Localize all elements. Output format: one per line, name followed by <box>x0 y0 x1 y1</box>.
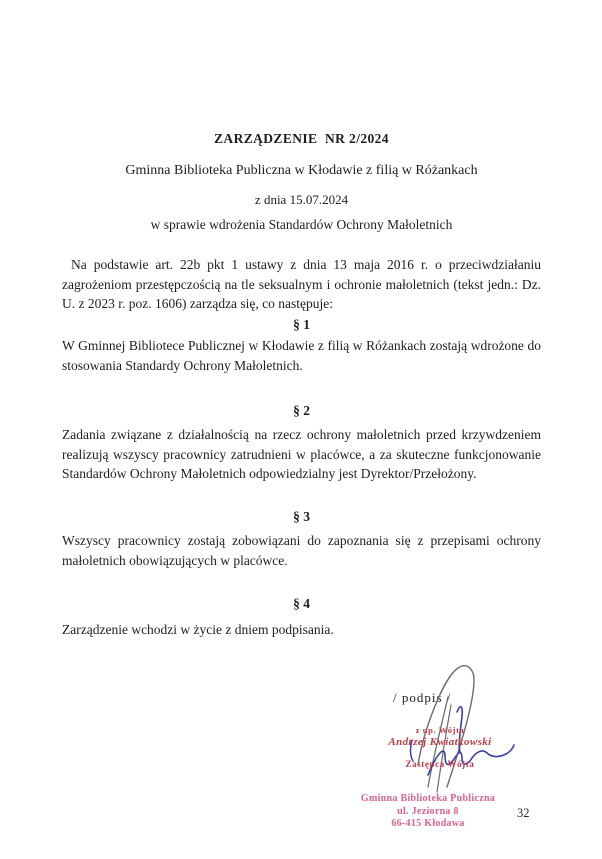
section-4-body: Zarządzenie wchodzi w życie z dniem podpisania. <box>62 622 334 637</box>
page-number: 32 <box>517 806 530 820</box>
library-address-stamp <box>348 793 508 831</box>
library-stamp-street: ul. Jeziorna 8 <box>397 805 459 817</box>
library-stamp-name: Gminna Biblioteka Publiczna <box>360 793 496 804</box>
section-2-body: Zadania związane z działalnością na rzecz ochrony małoletnich przed krzywdzeniem realizują wszyscy pracownicy zatrudnieni w placówce, a za skuteczne funkcjonowanie Standardów Ochrony Małoletnich odpowiedzialny jest Dyrektor/Przełożony. <box>62 427 541 481</box>
subject-line: w sprawie wdrożenia Standardów Ochrony Małoletnich <box>150 217 453 232</box>
document-title: ZARZĄDZENIE NR 2/2024 <box>214 131 389 146</box>
stamp-authorization-line: z up. Wójta <box>415 725 465 735</box>
date-line: z dnia 15.07.2024 <box>254 192 349 207</box>
official-stamp <box>366 725 514 769</box>
section-1-body: W Gminnej Bibliotece Publicznej w Kłodawie z filią w Różankach zostają wdrożone do stosowania Standardy Ochrony Małoletnich. <box>62 338 541 373</box>
section-3-heading: § 3 <box>293 509 310 524</box>
library-stamp-city: 66-415 Kłodawa <box>391 818 465 829</box>
podpis-label: / podpis / <box>393 690 452 705</box>
stamp-signer-name: Andrzej Kwiatkowski <box>388 736 492 748</box>
section-1-heading: § 1 <box>293 317 310 332</box>
section-2-heading: § 2 <box>293 403 310 418</box>
stamp-signer-title: Zastępca Wójta <box>405 759 475 769</box>
section-4-heading: § 4 <box>293 596 310 611</box>
section-3-body: Wszyscy pracownicy zostają zobowiązani do zapoznania się z przepisami ochrony małoletnich obowiązujących w placówce. <box>62 533 541 568</box>
organization-line: Gminna Biblioteka Publiczna w Kłodawie z filią w Różankach <box>125 163 478 178</box>
preamble-paragraph: Na podstawie art. 22b pkt 1 ustawy z dnia 13 maja 2016 r. o przeciwdziałaniu zagrożeniom przestępczością na tle seksualnym i ochronie małoletnich (tekst jedn.: Dz. U. z 2023 r. poz. 1606) zarządza się, co następuje: <box>62 257 541 311</box>
